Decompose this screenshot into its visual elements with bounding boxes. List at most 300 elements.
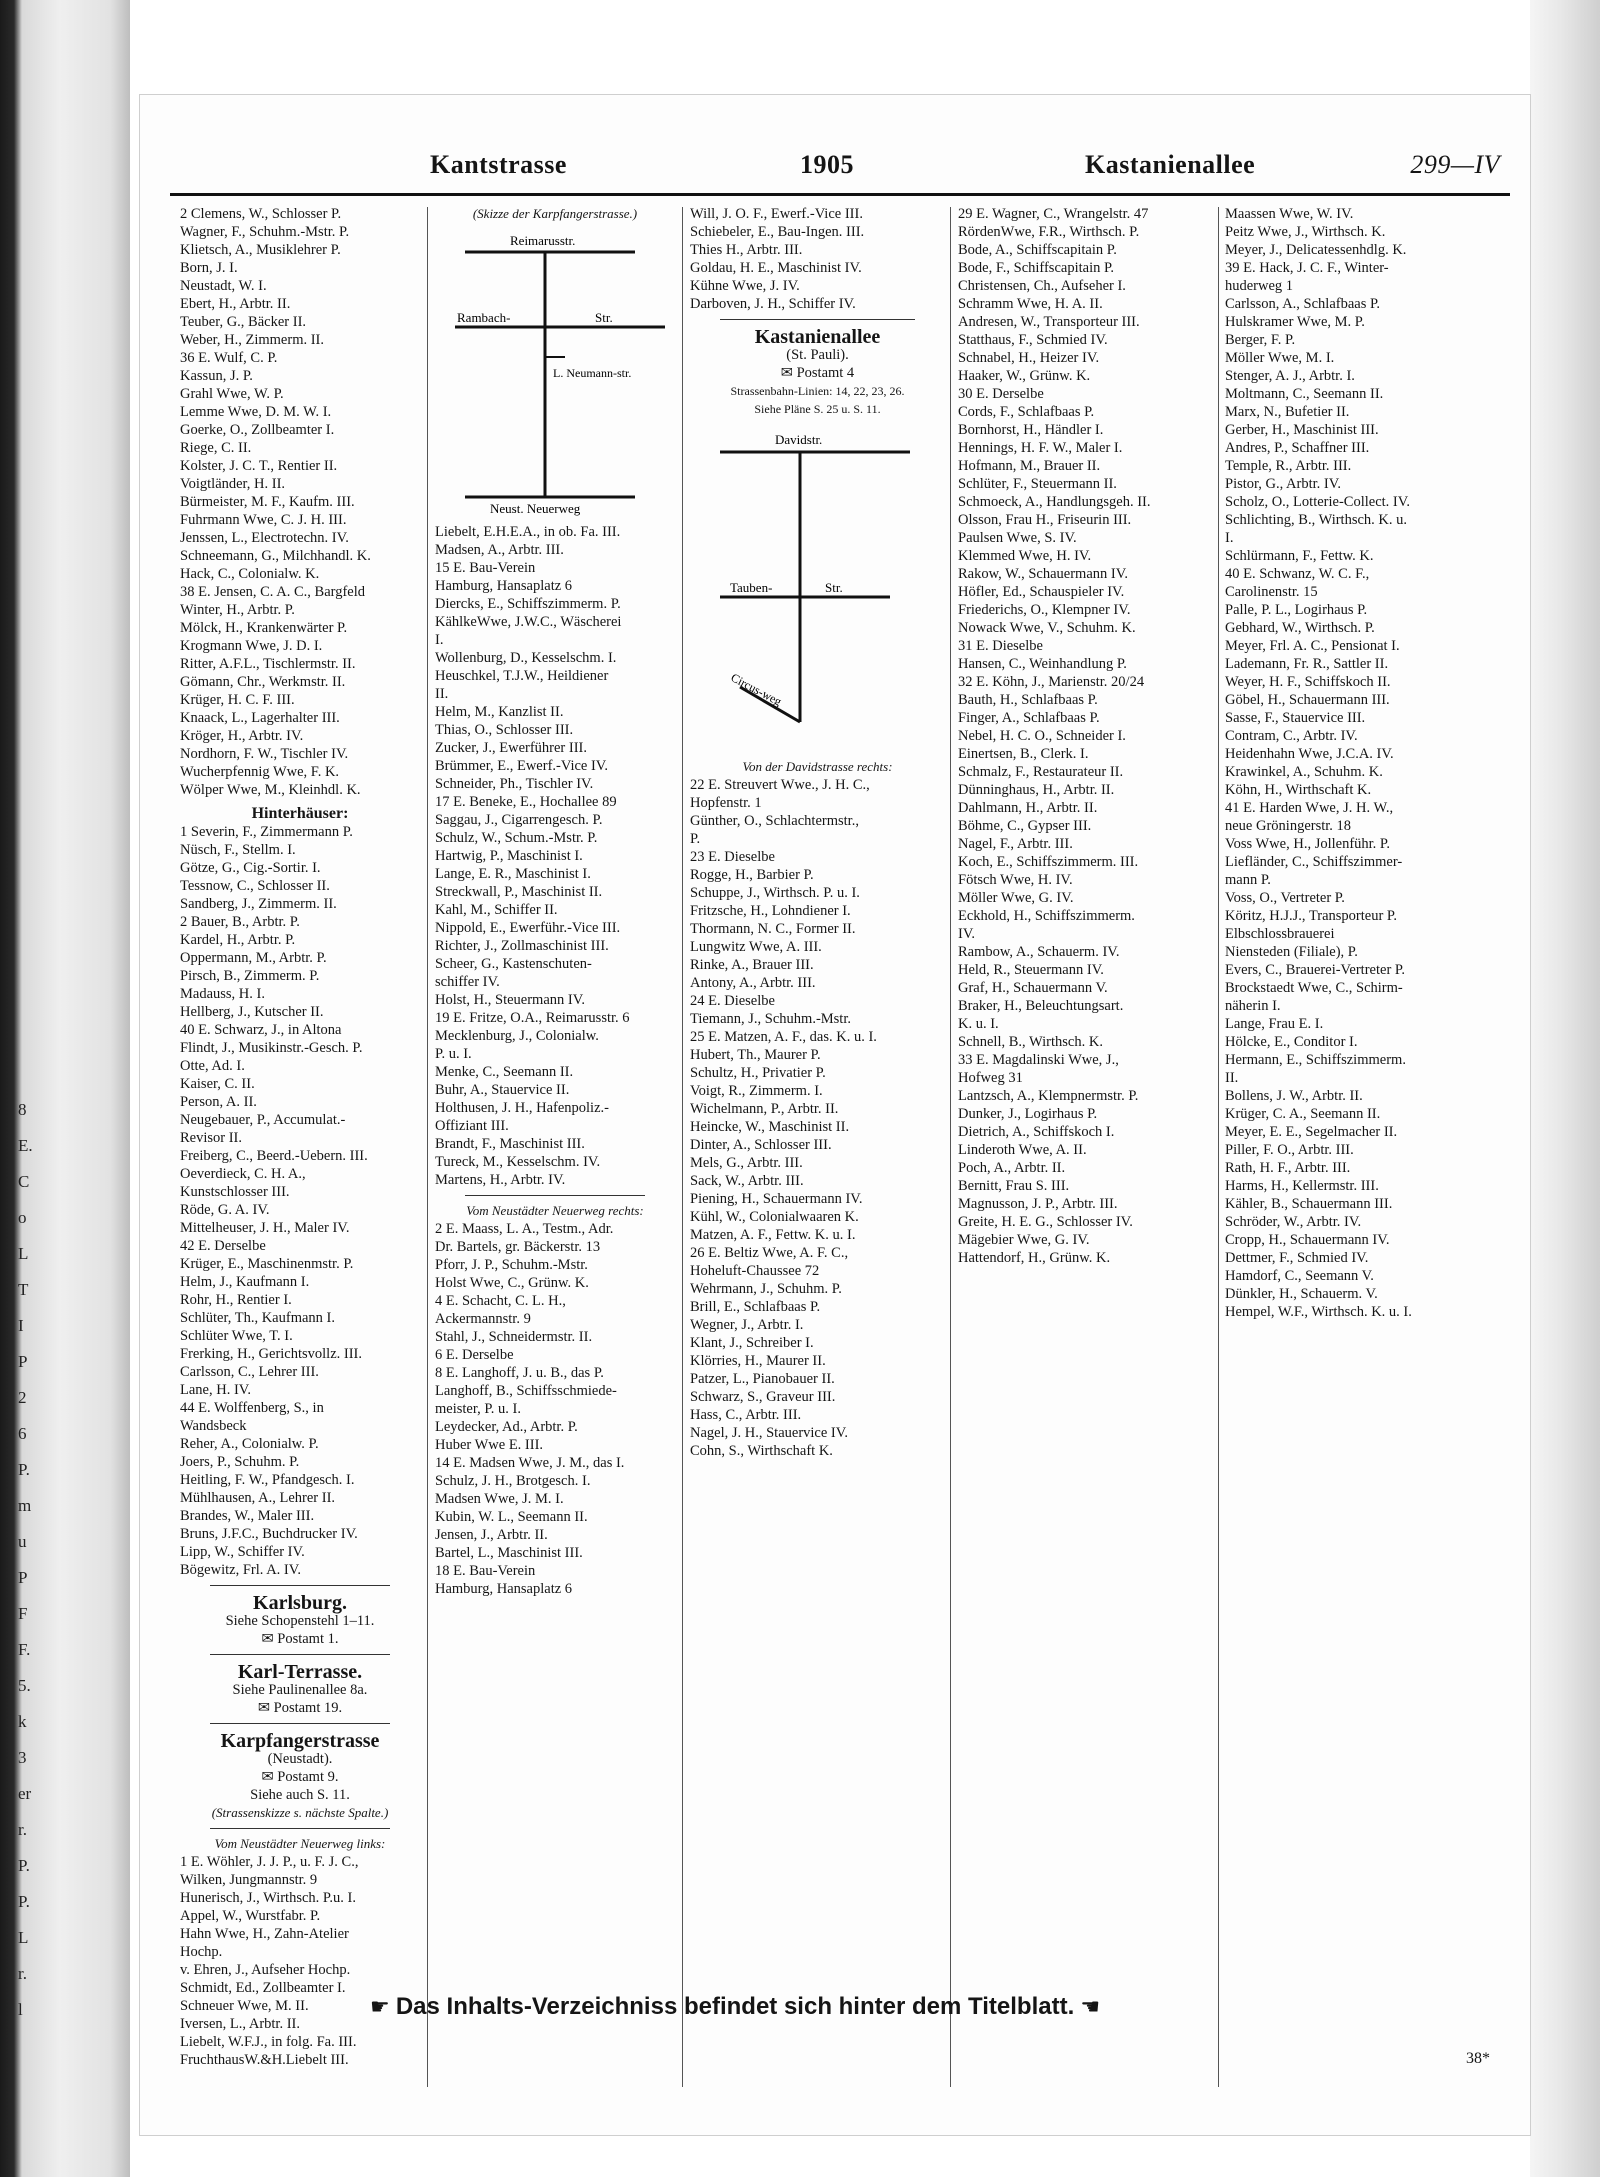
directory-entry: Joers, P., Schuhm. P. xyxy=(180,1454,300,1470)
directory-entry: Dettmer, F., Schmied IV. xyxy=(1225,1250,1369,1266)
directory-entry: Weber, H., Zimmerm. II. xyxy=(180,332,325,348)
directory-entry: 4 E. Schacht, C. L. H., xyxy=(435,1293,566,1309)
directory-entry: Bruns, J.F.C., Buchdrucker IV. xyxy=(180,1526,358,1542)
directory-entry: Götze, G., Cig.-Sortir. I. xyxy=(180,860,321,876)
directory-entry: Schneuer Wwe, M. II. xyxy=(180,1998,309,2014)
directory-entry: 24 E. Dieselbe xyxy=(690,993,775,1009)
directory-entry: Lane, H. IV. xyxy=(180,1382,252,1398)
page-folio: 38* xyxy=(1466,2050,1490,2067)
directory-entry: Schlürmann, F., Fettw. K. xyxy=(1225,548,1374,564)
directory-entry: Carolinenstr. 15 xyxy=(1225,584,1318,600)
directory-entry: Ebert, H., Arbtr. II. xyxy=(180,296,291,312)
directory-entry: Hochp. xyxy=(180,1944,223,1960)
directory-entry: Person, A. II. xyxy=(180,1094,257,1110)
directory-entry: Schnabel, H., Heizer IV. xyxy=(958,350,1100,366)
directory-entry: Bartel, L., Maschinist III. xyxy=(435,1545,583,1561)
directory-entry: 2 Clemens, W., Schlosser P. xyxy=(180,206,342,222)
column-3 xyxy=(690,205,945,1460)
directory-entry: Hahn Wwe, H., Zahn-Atelier xyxy=(180,1926,349,1942)
directory-entry: Carlsson, C., Lehrer III. xyxy=(180,1364,319,1380)
directory-entry: Klietsch, A., Musiklehrer P. xyxy=(180,242,341,258)
directory-entry: Wilken, Jungmannstr. 9 xyxy=(180,1872,318,1888)
directory-entry: Hennings, H. F. W., Maler I. xyxy=(958,440,1123,456)
column-divider xyxy=(427,207,428,2087)
directory-entry: Langhoff, B., Schiffsschmiede- xyxy=(435,1383,617,1399)
directory-entry: Hamdorf, C., Seemann V. xyxy=(1225,1268,1374,1284)
directory-entry: Friederichs, O., Klempner IV. xyxy=(958,602,1131,618)
directory-entry: Moltmann, C., Seemann II. xyxy=(1225,386,1384,402)
directory-entry: Niensteden (Filiale), P. xyxy=(1225,944,1358,960)
directory-entry: Berger, F. P. xyxy=(1225,332,1296,348)
section-rule xyxy=(720,319,915,320)
sketch-label-davidstr: Davidstr. xyxy=(775,432,823,447)
directory-entry: Kühl, W., Colonialwaaren K. xyxy=(690,1209,859,1225)
margin-fragment: P xyxy=(18,1568,28,1587)
directory-entry: Wehrmann, J., Schuhm. P. xyxy=(690,1281,842,1297)
directory-entry: 26 E. Beltiz Wwe, A. F. C., xyxy=(690,1245,849,1261)
directory-entry: Helm, J., Kaufmann I. xyxy=(180,1274,310,1290)
directory-entry: Bornhorst, H., Händler I. xyxy=(958,422,1104,438)
directory-entry: Contram, C., Arbtr. IV. xyxy=(1225,728,1358,744)
column-1 xyxy=(180,205,420,2069)
directory-entry: Nagel, F., Arbtr. III. xyxy=(958,836,1073,852)
directory-entry: Köritz, H.J.J., Transporteur P. xyxy=(1225,908,1397,924)
page-header xyxy=(160,150,1510,190)
column-divider xyxy=(1218,207,1219,2087)
directory-entry: Hoheluft-Chaussee 72 xyxy=(690,1263,820,1279)
directory-entry: Olsson, Frau H., Friseurin III. xyxy=(958,512,1132,528)
directory-entry: Rohr, H., Rentier I. xyxy=(180,1292,292,1308)
karpfanger-plan: Siehe auch S. 11. xyxy=(250,1787,350,1803)
directory-entry: Bernitt, Frau S. III. xyxy=(958,1178,1070,1194)
directory-entry: Hartwig, P., Maschinist I. xyxy=(435,848,583,864)
directory-entry: Jensen, J., Arbtr. II. xyxy=(435,1527,548,1543)
directory-entry: Schmidt, Ed., Zollbeamter I. xyxy=(180,1980,346,1996)
directory-entry: Göbel, H., Schauermann III. xyxy=(1225,692,1390,708)
directory-entry: Linderoth Wwe, A. II. xyxy=(958,1142,1087,1158)
column-2 xyxy=(435,205,675,1598)
directory-entry: Dünkler, H., Schauerm. V. xyxy=(1225,1286,1378,1302)
directory-entry: Schramm Wwe, H. A. II. xyxy=(958,296,1103,312)
directory-entry: Fritzsche, H., Lohndiener I. xyxy=(690,903,851,919)
directory-entry: 36 E. Wulf, C. P. xyxy=(180,350,278,366)
directory-entry: Mels, G., Arbtr. III. xyxy=(690,1155,803,1171)
directory-entry: Krüger, E., Maschinenmstr. P. xyxy=(180,1256,354,1272)
directory-entry: Heitling, F. W., Pfandgesch. I. xyxy=(180,1472,355,1488)
directory-entry: näherin I. xyxy=(1225,998,1281,1014)
directory-entry: Paulsen Wwe, S. IV. xyxy=(958,530,1077,546)
directory-entry: Lange, Frau E. I. xyxy=(1225,1016,1324,1032)
directory-entry: Frerking, H., Gerichtsvollz. III. xyxy=(180,1346,363,1362)
margin-fragment: er xyxy=(18,1784,32,1803)
directory-entry: Nebel, H. C. O., Schneider I. xyxy=(958,728,1126,744)
directory-entry: 30 E. Derselbe xyxy=(958,386,1044,402)
directory-entry: schiffer IV. xyxy=(435,974,500,990)
directory-entry: Bögewitz, Frl. A. IV. xyxy=(180,1562,301,1578)
directory-entry: 1 Severin, F., Zimmermann P. xyxy=(180,824,353,840)
envelope-icon: ✉ xyxy=(780,365,797,381)
directory-entry: Fuhrmann Wwe, C. J. H. III. xyxy=(180,512,347,528)
directory-entry: Riege, C. II. xyxy=(180,440,252,456)
directory-entry: Rakow, W., Schauermann IV. xyxy=(958,566,1128,582)
directory-entry: 15 E. Bau-Verein xyxy=(435,560,536,576)
directory-entry: II. xyxy=(435,686,449,702)
margin-fragment: u xyxy=(18,1532,27,1551)
kastanienallee-postamt: ✉ Postamt 4 xyxy=(780,365,855,381)
scan-edge-right xyxy=(1530,0,1600,2177)
karpfanger-title: Karpfangerstrasse xyxy=(220,1730,380,1752)
directory-entry: Hubert, Th., Maurer P. xyxy=(690,1047,821,1063)
directory-entry: Kühne Wwe, J. IV. xyxy=(690,278,800,294)
directory-entry: 40 E. Schwanz, W. C. F., xyxy=(1225,566,1370,582)
directory-entry: Grahl Wwe, W. P. xyxy=(180,386,284,402)
directory-entry: Wollenburg, D., Kesselschm. I. xyxy=(435,650,617,666)
directory-entry: 38 E. Jensen, C. A. C., Bargfeld xyxy=(180,584,365,600)
directory-entry: Meyer, Frl. A. C., Pensionat I. xyxy=(1225,638,1400,654)
directory-entry: 39 E. Hack, J. C. F., Winter- xyxy=(1225,260,1389,276)
margin-fragment: 2 xyxy=(18,1388,27,1407)
directory-entry: Holst Wwe, C., Grünw. K. xyxy=(435,1275,589,1291)
margin-fragment: 6 xyxy=(18,1424,27,1443)
directory-entry: Hofmann, M., Brauer II. xyxy=(958,458,1101,474)
directory-entry: Thias, O., Schlosser III. xyxy=(435,722,574,738)
sketch-label-tauben-str: Str. xyxy=(825,580,843,595)
section-rule xyxy=(210,1828,390,1829)
column-4 xyxy=(958,205,1213,1267)
directory-entry: K. u. I. xyxy=(958,1016,999,1032)
col4-entries xyxy=(958,205,1213,1267)
directory-entry: Kaiser, C. II. xyxy=(180,1076,255,1092)
sketch-label-neuerweg: Neust. Neuerweg xyxy=(490,501,581,516)
margin-fragment: P xyxy=(18,1352,28,1371)
directory-entry: Hellberg, J., Kutscher II. xyxy=(180,1004,324,1020)
directory-entry: Mecklenburg, J., Colonialw. xyxy=(435,1028,599,1044)
margin-fragment: L xyxy=(18,1244,29,1263)
envelope-icon: ✉ xyxy=(261,1769,278,1785)
directory-entry: Andres, P., Schaffner III. xyxy=(1225,440,1370,456)
directory-entry: Kröger, H., Arbtr. IV. xyxy=(180,728,304,744)
directory-entry: Madsen, A., Arbtr. III. xyxy=(435,542,564,558)
col3-from: Von der Davidstrasse rechts: xyxy=(742,759,893,774)
directory-entry: Cropp, H., Schauermann IV. xyxy=(1225,1232,1390,1248)
directory-entry: II. xyxy=(1225,1070,1239,1086)
directory-entry: Brandes, W., Maler III. xyxy=(180,1508,315,1524)
margin-fragment: I xyxy=(18,1316,24,1335)
directory-entry: Held, R., Steuermann IV. xyxy=(958,962,1104,978)
karlsburg-postamt: ✉ Postamt 1. xyxy=(261,1631,339,1647)
section-rule xyxy=(210,1723,390,1724)
directory-entry: Helm, M., Kanzlist II. xyxy=(435,704,564,720)
directory-entry: Andresen, W., Transporteur III. xyxy=(958,314,1140,330)
kastanienallee-sub: (St. Pauli). xyxy=(786,347,849,363)
directory-entry: Goerke, O., Zollbeamter I. xyxy=(180,422,335,438)
directory-entry: Schuppe, J., Wirthsch. P. u. I. xyxy=(690,885,860,901)
directory-entry: Ackermannstr. 9 xyxy=(435,1311,531,1327)
directory-entry: Heidenhahn Wwe, J.C.A. IV. xyxy=(1225,746,1394,762)
col1-entries xyxy=(180,205,420,799)
kastanienallee-bahn: Strassenbahn-Linien: 14, 22, 23, 26. xyxy=(730,384,905,398)
directory-entry: Weyer, H. F., Schiffskoch II. xyxy=(1225,674,1391,690)
directory-entry: Knaack, L., Lagerhalter III. xyxy=(180,710,340,726)
directory-entry: Krüger, C. A., Seemann II. xyxy=(1225,1106,1381,1122)
directory-entry: Graf, H., Schauermann V. xyxy=(958,980,1108,996)
directory-entry: Hunerisch, J., Wirthsch. P.u. I. xyxy=(180,1890,356,1906)
directory-entry: Saggau, J., Cigarrengesch. P. xyxy=(435,812,603,828)
col1-karpfanger-entries xyxy=(180,1853,420,2069)
directory-entry: Piller, F. O., Arbtr. III. xyxy=(1225,1142,1354,1158)
directory-entry: Bode, F., Schiffscapitain P. xyxy=(958,260,1115,276)
header-year: 1905 xyxy=(800,150,854,179)
directory-entry: Lantzsch, A., Klempnermstr. P. xyxy=(958,1088,1139,1104)
directory-entry: Dahlmann, H., Arbtr. II. xyxy=(958,800,1098,816)
directory-entry: Mölck, H., Krankenwärter P. xyxy=(180,620,348,636)
directory-entry: Brandt, F., Maschinist III. xyxy=(435,1136,585,1152)
directory-entry: Schulz, J. H., Brotgesch. I. xyxy=(435,1473,591,1489)
directory-entry: Kardel, H., Arbtr. P. xyxy=(180,932,296,948)
header-street-left: Kantstrasse xyxy=(430,150,567,179)
margin-fragment: r. xyxy=(18,1964,27,1983)
envelope-icon: ✉ xyxy=(257,1700,274,1716)
directory-entry: Goldau, H. E., Maschinist IV. xyxy=(690,260,862,276)
directory-entry: Sandberg, J., Zimmerm. II. xyxy=(180,896,337,912)
directory-entry: Winter, H., Arbtr. P. xyxy=(180,602,295,618)
directory-entry: Hattendorf, H., Grünw. K. xyxy=(958,1250,1111,1266)
margin-fragment: L xyxy=(18,1928,29,1947)
hinterhaeuser-heading: Hinterhäuser: xyxy=(251,805,349,822)
directory-entry: Schlüter, F., Steuermann II. xyxy=(958,476,1117,492)
directory-entry: Will, J. O. F., Ewerf.-Vice III. xyxy=(690,206,863,222)
directory-entry: Evers, C., Brauerei-Vertreter P. xyxy=(1225,962,1405,978)
directory-entry: Kolster, J. C. T., Rentier II. xyxy=(180,458,338,474)
karpfanger-skizze: (Strassenskizze s. nächste Spalte.) xyxy=(211,1805,389,1820)
directory-entry: Palle, P. L., Logirhaus P. xyxy=(1225,602,1368,618)
directory-entry: Nippold, E., Ewerführ.-Vice III. xyxy=(435,920,621,936)
directory-entry: Schlichting, B., Wirthsch. K. u. xyxy=(1225,512,1408,528)
directory-entry: Einertsen, B., Clerk. I. xyxy=(958,746,1089,762)
directory-entry: Finger, A., Schlafbaas P. xyxy=(958,710,1100,726)
directory-entry: Temple, R., Arbtr. III. xyxy=(1225,458,1352,474)
sketch-label-rambach: Rambach- xyxy=(457,310,511,325)
directory-entry: Wucherpfennig Wwe, F. K. xyxy=(180,764,340,780)
directory-entry: Bauth, H., Schlafbaas P. xyxy=(958,692,1098,708)
directory-entry: Scholz, O., Lotterie-Collect. IV. xyxy=(1225,494,1410,510)
karlsburg-title: Karlsburg. xyxy=(253,1592,347,1614)
directory-entry: 2 Bauer, B., Arbtr. P. xyxy=(180,914,300,930)
directory-entry: Heincke, W., Maschinist II. xyxy=(690,1119,850,1135)
directory-entry: KählkeWwe, J.W.C., Wäscherei xyxy=(435,614,622,630)
directory-entry: Harms, H., Kellermstr. III. xyxy=(1225,1178,1379,1194)
directory-entry: Revisor II. xyxy=(180,1130,243,1146)
directory-entry: Schnell, B., Wirthsch. K. xyxy=(958,1034,1103,1050)
directory-entry: Wölper Wwe, M., Kleinhdl. K. xyxy=(180,782,361,798)
directory-entry: Madsen Wwe, J. M. I. xyxy=(435,1491,564,1507)
kastanienallee-title: Kastanienallee xyxy=(754,326,881,348)
directory-entry: Krawinkel, A., Schuhm. K. xyxy=(1225,764,1383,780)
karpfanger-street-sketch xyxy=(435,227,675,517)
margin-fragment: T xyxy=(18,1280,29,1299)
directory-entry: Wagner, F., Schuhm.-Mstr. P. xyxy=(180,224,350,240)
directory-entry: Voigtländer, H. II. xyxy=(180,476,286,492)
directory-entry: Marx, N., Bufetier II. xyxy=(1225,404,1350,420)
directory-entry: Hass, C., Arbtr. III. xyxy=(690,1407,802,1423)
col2-entries xyxy=(435,523,675,1189)
directory-entry: Appel, W., Wurstfabr. P. xyxy=(180,1908,321,1924)
directory-entry: Bollens, J. W., Arbtr. II. xyxy=(1225,1088,1363,1104)
directory-entry: Klant, J., Schreiber I. xyxy=(690,1335,814,1351)
karpfanger-sketch-svg xyxy=(435,227,675,517)
directory-entry: Hopfenstr. 1 xyxy=(690,795,762,811)
sketch-label-str: Str. xyxy=(595,310,613,325)
directory-entry: Höfler, Ed., Schauspieler IV. xyxy=(958,584,1125,600)
directory-entry: Carlsson, A., Schlafbaas P. xyxy=(1225,296,1381,312)
directory-entry: RördenWwe, F.R., Wirthsch. P. xyxy=(958,224,1140,240)
directory-entry: Magnusson, J. P., Arbtr. III. xyxy=(958,1196,1118,1212)
directory-entry: Diercks, E., Schiffszimmerm. P. xyxy=(435,596,621,612)
directory-entry: Krogmann Wwe, J. D. I. xyxy=(180,638,323,654)
directory-entry: Hölcke, E., Conditor I. xyxy=(1225,1034,1358,1050)
directory-entry: Wegner, J., Arbtr. I. xyxy=(690,1317,804,1333)
directory-entry: 29 E. Wagner, C., Wrangelstr. 47 xyxy=(958,206,1149,222)
directory-entry: Liefländer, C., Schiffszimmer- xyxy=(1225,854,1403,870)
sketch-label-circus: Circus-weg xyxy=(728,670,785,709)
directory-entry: Schwarz, S., Graveur III. xyxy=(690,1389,836,1405)
directory-entry: Nüsch, F., Stellm. I. xyxy=(180,842,296,858)
directory-entry: Streckwall, P., Maschinist II. xyxy=(435,884,603,900)
directory-page xyxy=(140,95,1530,2135)
directory-entry: Huber Wwe E. III. xyxy=(435,1437,544,1453)
directory-entry: Madauss, H. I. xyxy=(180,986,265,1002)
directory-entry: Maassen Wwe, W. IV. xyxy=(1225,206,1354,222)
directory-entry: Klörries, H., Maurer II. xyxy=(690,1353,826,1369)
directory-entry: Voss, O., Vertreter P. xyxy=(1225,890,1345,906)
directory-entry: Braker, H., Beleuchtungsart. xyxy=(958,998,1124,1014)
directory-entry: 14 E. Madsen Wwe, J. M., das I. xyxy=(435,1455,625,1471)
directory-entry: Cohn, S., Wirthschaft K. xyxy=(690,1443,833,1459)
margin-fragment: P. xyxy=(18,1892,30,1911)
margin-fragment: r. xyxy=(18,1820,27,1839)
margin-fragment: E. xyxy=(18,1136,33,1155)
directory-entry: 22 E. Streuvert Wwe., J. H. C., xyxy=(690,777,870,793)
margin-fragment: k xyxy=(18,1712,27,1731)
directory-entry: FruchthausW.&H.Liebelt III. xyxy=(180,2052,349,2068)
directory-entry: Hulskramer Wwe, M. P. xyxy=(1225,314,1365,330)
directory-entry: Lipp, W., Schiffer IV. xyxy=(180,1544,305,1560)
directory-entry: Liebelt, W.F.J., in folg. Fa. III. xyxy=(180,2034,357,2050)
directory-entry: Brümmer, E., Ewerf.-Vice IV. xyxy=(435,758,609,774)
directory-entry: Iversen, L., Arbtr. II. xyxy=(180,2016,300,2032)
directory-entry: Oeverdieck, C. H. A., xyxy=(180,1166,306,1182)
directory-entry: Cords, F., Schlafbaas P. xyxy=(958,404,1095,420)
margin-fragment: 5. xyxy=(18,1676,31,1695)
directory-entry: 33 E. Magdalinski Wwe, J., xyxy=(958,1052,1119,1068)
directory-entry: Schultz, H., Privatier P. xyxy=(690,1065,826,1081)
directory-entry: Reher, A., Colonialw. P. xyxy=(180,1436,319,1452)
column-divider xyxy=(682,207,683,2087)
pointing-hand-icon: ☚ xyxy=(1074,1994,1101,2019)
directory-entry: Dinter, A., Schlosser III. xyxy=(690,1137,832,1153)
directory-entry: Schmalz, F., Restaurateur II. xyxy=(958,764,1124,780)
directory-entry: Kähler, B., Schauermann III. xyxy=(1225,1196,1393,1212)
directory-entry: Schlüter, Th., Kaufmann I. xyxy=(180,1310,335,1326)
directory-entry: Voss Wwe, H., Jollenführ. P. xyxy=(1225,836,1391,852)
directory-entry: IV. xyxy=(958,926,976,942)
directory-entry: Bürmeister, M. F., Kaufm. III. xyxy=(180,494,355,510)
directory-entry: Scheer, G., Kastenschuten- xyxy=(435,956,592,972)
directory-entry: Tiemann, J., Schuhm.-Mstr. xyxy=(690,1011,851,1027)
directory-entry: Tureck, M., Kesselschm. IV. xyxy=(435,1154,601,1170)
directory-entry: 17 E. Beneke, E., Hochallee 89 xyxy=(435,794,617,810)
directory-entry: Eckhold, H., Schiffszimmerm. xyxy=(958,908,1135,924)
sketch-label-tauben: Tauben- xyxy=(730,580,773,595)
margin-fragment: 3 xyxy=(18,1748,27,1767)
directory-entry: Born, J. I. xyxy=(180,260,238,276)
directory-entry: Sasse, F., Stauervice III. xyxy=(1225,710,1366,726)
directory-entry: Möller Wwe, M. I. xyxy=(1225,350,1335,366)
directory-entry: Günther, O., Schlachtermstr., xyxy=(690,813,859,829)
karlterrasse-title: Karl-Terrasse. xyxy=(237,1661,363,1683)
directory-entry: P. u. I. xyxy=(435,1046,472,1062)
sketch-label-reimarus: Reimarusstr. xyxy=(510,233,576,248)
directory-entry: Nowack Wwe, V., Schuhm. K. xyxy=(958,620,1136,636)
directory-entry: Thies H., Arbtr. III. xyxy=(690,242,803,258)
karlterrasse-postamt: ✉ Postamt 19. xyxy=(257,1700,343,1716)
col2-from: Vom Neustädter Neuerweg rechts: xyxy=(466,1203,644,1218)
footer-note: ☛ Das Inhalts-Verzeichniss befindet sich hinter dem Titelblatt. ☚ xyxy=(370,1993,1101,2020)
directory-entry: Buhr, A., Stauervice II. xyxy=(435,1082,570,1098)
directory-entry: Thormann, N. C., Former II. xyxy=(690,921,856,937)
directory-entry: 2 E. Maass, L. A., Testm., Adr. xyxy=(435,1221,614,1237)
directory-entry: Pirsch, B., Zimmerm. P. xyxy=(180,968,320,984)
directory-entry: huderweg 1 xyxy=(1225,278,1294,294)
directory-entry: Lemme Wwe, D. M. W. I. xyxy=(180,404,332,420)
directory-entry: Schlüter Wwe, T. I. xyxy=(180,1328,293,1344)
directory-entry: Dünninghaus, H., Arbtr. II. xyxy=(958,782,1115,798)
directory-entry: Gebhard, W., Wirthsch. P. xyxy=(1225,620,1375,636)
directory-entry: 31 E. Dieselbe xyxy=(958,638,1043,654)
directory-entry: P. xyxy=(690,831,701,847)
directory-entry: Rath, H. F., Arbtr. III. xyxy=(1225,1160,1351,1176)
directory-entry: 44 E. Wolffenberg, S., in xyxy=(180,1400,324,1416)
directory-entry: Gerber, H., Maschinist III. xyxy=(1225,422,1379,438)
directory-entry: Hermann, E., Schiffszimmerm. xyxy=(1225,1052,1406,1068)
directory-entry: Schulz, W., Schum.-Mstr. P. xyxy=(435,830,598,846)
directory-entry: Gömann, Chr., Werkmstr. II. xyxy=(180,674,346,690)
directory-entry: Zucker, J., Ewerführer III. xyxy=(435,740,587,756)
directory-entry: 18 E. Bau-Verein xyxy=(435,1563,536,1579)
directory-entry: Peitz Wwe, J., Wirthsch. K. xyxy=(1225,224,1386,240)
directory-entry: Hack, C., Colonialw. K. xyxy=(180,566,320,582)
directory-entry: Leydecker, Ad., Arbtr. P. xyxy=(435,1419,578,1435)
directory-entry: mann P. xyxy=(1225,872,1271,888)
scan-edge-left xyxy=(0,0,130,2177)
col2-entries2 xyxy=(435,1220,675,1598)
directory-entry: 42 E. Derselbe xyxy=(180,1238,266,1254)
directory-entry: 1 E. Wöhler, J. J. P., u. F. J. C., xyxy=(180,1854,359,1870)
directory-entry: Hamburg, Hansaplatz 6 xyxy=(435,1581,573,1597)
directory-entry: Flindt, J., Musikinstr.-Gesch. P. xyxy=(180,1040,363,1056)
margin-fragment: C xyxy=(18,1172,30,1191)
col3-entries xyxy=(690,776,945,1460)
directory-entry: Schneider, Ph., Tischler IV. xyxy=(435,776,594,792)
directory-entry: Koch, E., Schiffszimmerm. III. xyxy=(958,854,1139,870)
directory-entry: Meyer, J., Delicatessenhdlg. K. xyxy=(1225,242,1407,258)
directory-entry: I. xyxy=(435,632,444,648)
karpfanger-sub: (Neustadt). xyxy=(267,1751,333,1767)
directory-entry: Matzen, A. F., Fettw. K. u. I. xyxy=(690,1227,856,1243)
directory-entry: Hamburg, Hansaplatz 6 xyxy=(435,578,573,594)
kastanienallee-plan: Siehe Pläne S. 25 u. S. 11. xyxy=(754,402,881,416)
directory-entry: Ritter, A.F.L., Tischlermstr. II. xyxy=(180,656,356,672)
